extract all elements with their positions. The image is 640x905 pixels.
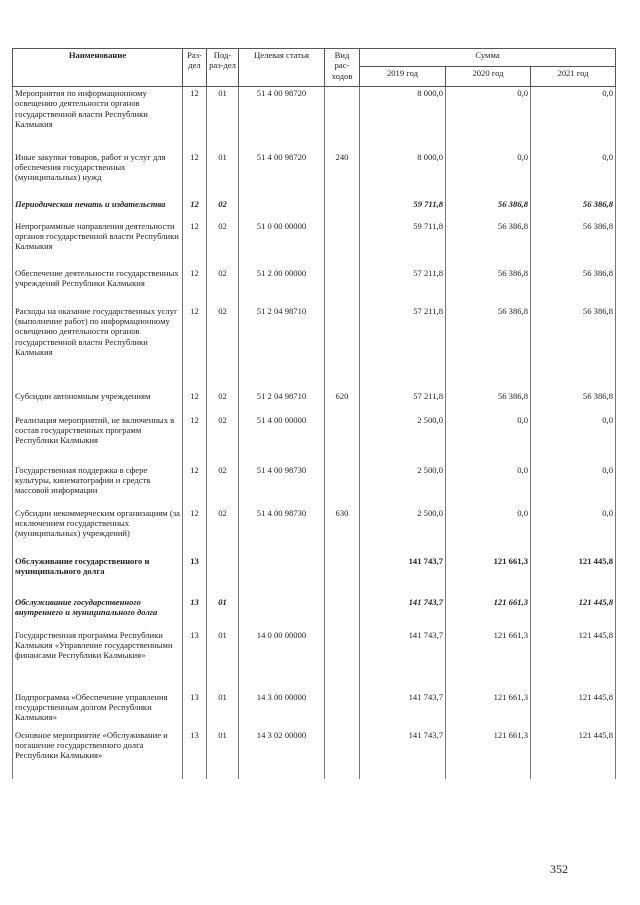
cell-v2019: 59 711,8 [360,198,446,220]
cell-name: Мероприятия по информационному освещению деятельности органов государственной власти Республики Калмыкия [13,87,183,151]
cell-v2020: 0,0 [446,464,531,507]
cell-vr [325,596,360,629]
cell-cs: 51 4 00 98730 [239,464,325,507]
cell-cs: 14 3 02 00000 [239,729,325,779]
cell-cs: 51 2 00 00000 [239,267,325,305]
cell-v2021: 121 445,8 [531,555,616,596]
table-row [13,414,616,464]
cell-v2021: 0,0 [531,414,616,464]
cell-rz: 12 [183,507,207,555]
cell-v2019: 141 743,7 [360,629,446,691]
cell-name: Субсидии автономным учреждениям [13,390,183,414]
cell-vr [325,220,360,267]
cell-v2021: 121 445,8 [531,629,616,691]
cell-cs: 51 2 04 98710 [239,390,325,414]
cell-vr [325,464,360,507]
cell-cs: 14 0 00 00000 [239,629,325,691]
cell-cs [239,596,325,629]
cell-rz: 12 [183,151,207,198]
cell-pr: 02 [207,414,239,464]
table-row [13,267,616,305]
cell-v2021: 56 386,8 [531,198,616,220]
cell-name: Субсидии некоммерческим организациям (за исключением государственных (муниципальных) учреждений) [13,507,183,555]
cell-rz: 12 [183,198,207,220]
cell-vr [325,691,360,729]
header-statya: Целевая статья [239,49,325,87]
table-header [13,49,616,87]
cell-cs: 51 4 00 00000 [239,414,325,464]
cell-v2019: 141 743,7 [360,691,446,729]
cell-rz: 12 [183,87,207,151]
cell-name: Обслуживание государственного и муниципального долга [13,555,183,596]
cell-v2020: 56 386,8 [446,267,531,305]
cell-v2021: 0,0 [531,507,616,555]
cell-name: Реализация мероприятий, не включенных в состав государственных программ Республики Калмыкия [13,414,183,464]
cell-pr: 01 [207,729,239,779]
cell-pr [207,555,239,596]
cell-v2020: 121 661,3 [446,729,531,779]
cell-pr: 02 [207,267,239,305]
cell-rz: 12 [183,220,207,267]
cell-name: Основное мероприятие «Обслуживание и погашение государственного долга Республики Калмыкия» [13,729,183,779]
cell-vr: 620 [325,390,360,414]
cell-pr: 02 [207,198,239,220]
cell-v2020: 56 386,8 [446,305,531,390]
cell-v2020: 56 386,8 [446,390,531,414]
cell-v2020: 121 661,3 [446,555,531,596]
cell-cs: 14 3 00 00000 [239,691,325,729]
cell-v2020: 121 661,3 [446,691,531,729]
cell-cs [239,555,325,596]
cell-v2019: 141 743,7 [360,596,446,629]
header-razdel: Раз-дел [183,49,207,87]
cell-v2020: 56 386,8 [446,220,531,267]
cell-pr: 02 [207,390,239,414]
table-row [13,220,616,267]
header-2021: 2021 год [531,67,616,87]
cell-v2021: 0,0 [531,464,616,507]
cell-v2019: 57 211,8 [360,305,446,390]
cell-name: Периодическая печать и издательства [13,198,183,220]
cell-pr: 02 [207,464,239,507]
cell-vr [325,414,360,464]
cell-name: Иные закупки товаров, работ и услуг для обеспечения государственных (муниципальных) нужд [13,151,183,198]
cell-v2021: 0,0 [531,151,616,198]
cell-v2019: 141 743,7 [360,555,446,596]
cell-rz: 12 [183,305,207,390]
cell-rz: 13 [183,729,207,779]
cell-pr: 01 [207,691,239,729]
cell-cs: 51 4 00 98720 [239,151,325,198]
cell-v2019: 57 211,8 [360,267,446,305]
cell-v2021: 56 386,8 [531,220,616,267]
cell-name: Государственная поддержка в сфере культуры, кинематографии и средств массовой информации [13,464,183,507]
cell-pr: 02 [207,507,239,555]
cell-rz: 13 [183,596,207,629]
cell-cs: 51 2 04 98710 [239,305,325,390]
page-number: 352 [550,862,568,876]
header-2020: 2020 год [446,67,531,87]
table-row [13,464,616,507]
cell-cs: 51 4 00 98730 [239,507,325,555]
cell-rz: 12 [183,267,207,305]
header-vid: Вид рас-ходов [325,49,360,87]
cell-v2019: 2 500,0 [360,414,446,464]
cell-v2019: 8 000,0 [360,87,446,151]
cell-vr [325,87,360,151]
table-row [13,198,616,220]
cell-name: Расходы на оказание государственных услуг (выполнение работ) по информационному освещению деятельности органов государственной власти Республики Калмыкия [13,305,183,390]
table-row [13,151,616,198]
cell-v2019: 2 500,0 [360,464,446,507]
cell-name: Подпрограмма «Обеспечение управления государственным долгом Республики Калмыкия» [13,691,183,729]
cell-v2021: 121 445,8 [531,729,616,779]
cell-name: Государственная программа Республики Калмыкия «Управление государственными финансами Республики Калмыкия» [13,629,183,691]
cell-pr: 01 [207,596,239,629]
header-2019: 2019 год [360,67,446,87]
cell-rz: 13 [183,555,207,596]
cell-v2020: 121 661,3 [446,596,531,629]
cell-vr: 240 [325,151,360,198]
cell-name: Непрограммные направления деятельности органов государственной власти Республики Калмыкия [13,220,183,267]
cell-rz: 13 [183,629,207,691]
cell-v2020: 0,0 [446,507,531,555]
cell-v2021: 121 445,8 [531,596,616,629]
cell-v2020: 56 386,8 [446,198,531,220]
cell-pr: 01 [207,87,239,151]
cell-rz: 12 [183,464,207,507]
cell-v2021: 56 386,8 [531,390,616,414]
cell-v2020: 0,0 [446,87,531,151]
cell-v2019: 59 711,8 [360,220,446,267]
table-row [13,629,616,691]
cell-pr: 01 [207,151,239,198]
cell-v2021: 0,0 [531,87,616,151]
table-row [13,555,616,596]
table-row [13,691,616,729]
cell-v2019: 8 000,0 [360,151,446,198]
cell-rz: 13 [183,691,207,729]
cell-v2020: 0,0 [446,414,531,464]
cell-vr [325,555,360,596]
cell-cs: 51 0 00 00000 [239,220,325,267]
budget-table [12,48,616,779]
header-name: Наименование [13,49,183,87]
cell-name: Обеспечение деятельности государственных учреждений Республики Калмыкия [13,267,183,305]
cell-v2021: 56 386,8 [531,267,616,305]
table-row [13,305,616,390]
cell-vr: 630 [325,507,360,555]
cell-pr: 02 [207,305,239,390]
cell-v2019: 57 211,8 [360,390,446,414]
table-body [13,87,616,779]
table-row [13,729,616,779]
cell-v2019: 2 500,0 [360,507,446,555]
cell-v2019: 141 743,7 [360,729,446,779]
cell-pr: 02 [207,220,239,267]
cell-cs [239,198,325,220]
table-row [13,596,616,629]
table-row [13,87,616,151]
table-row [13,507,616,555]
cell-vr [325,305,360,390]
cell-name: Обслуживание государственного внутреннего и муниципального долга [13,596,183,629]
cell-vr [325,729,360,779]
cell-v2021: 56 386,8 [531,305,616,390]
header-summa: Сумма [360,49,616,67]
cell-vr [325,629,360,691]
cell-v2021: 121 445,8 [531,691,616,729]
cell-rz: 12 [183,390,207,414]
cell-rz: 12 [183,414,207,464]
cell-vr [325,267,360,305]
table-row [13,390,616,414]
cell-cs: 51 4 00 98720 [239,87,325,151]
cell-vr [325,198,360,220]
cell-v2020: 121 661,3 [446,629,531,691]
cell-pr: 01 [207,629,239,691]
cell-v2020: 0,0 [446,151,531,198]
header-podrazdel: Под-раз-дел [207,49,239,87]
